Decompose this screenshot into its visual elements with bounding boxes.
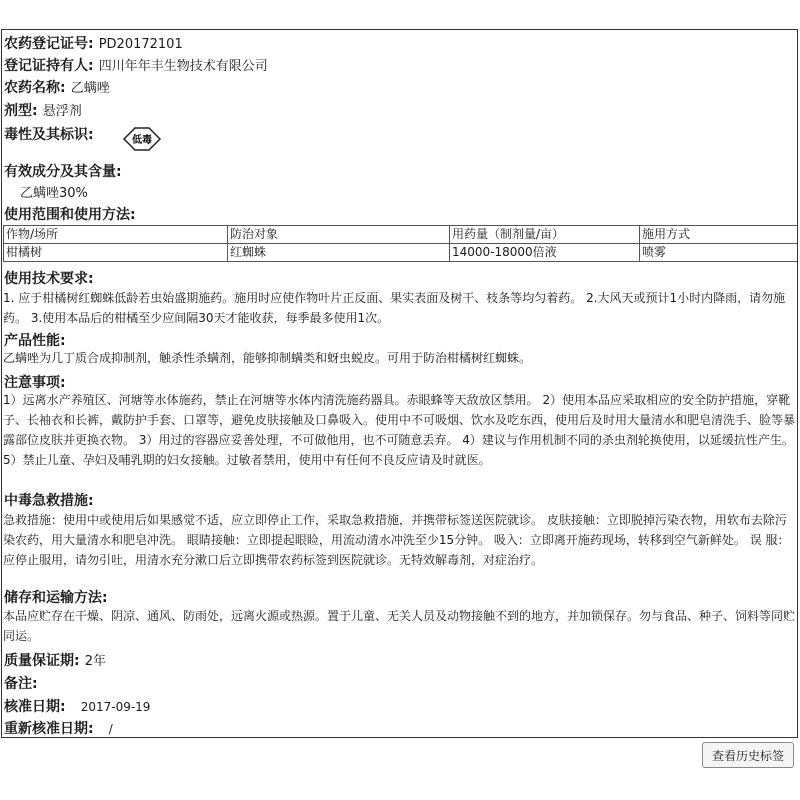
usage-header-dosage: 用药量（制剂量/亩） — [450, 226, 640, 244]
reg-no-row — [4, 33, 183, 53]
warranty-value: 2年 — [84, 654, 106, 669]
approval-date-label: 核准日期: — [4, 699, 66, 715]
toxicity-badge — [122, 126, 162, 152]
approval-date-value: 2017-09-19 — [80, 700, 151, 714]
ingredient-value-row — [20, 182, 88, 201]
reg-no-label: 农药登记证号: — [4, 36, 94, 52]
holder-label: 登记证持有人: — [4, 58, 94, 74]
remarks-row — [4, 673, 38, 693]
remarks-label: 备注: — [4, 676, 38, 692]
performance-label: 产品性能: — [4, 333, 66, 349]
reapproval-date-row — [4, 718, 113, 738]
ingredient-row — [4, 161, 122, 181]
usage-table — [3, 225, 798, 262]
reg-no-value: PD20172101 — [98, 37, 183, 52]
performance-heading-row — [4, 330, 66, 350]
warranty-row — [4, 650, 106, 670]
reapproval-date-value: / — [108, 722, 113, 736]
usage-cell-crop: 柑橘树 — [4, 244, 228, 262]
holder-value: 四川年年丰生物技术有限公司 — [98, 59, 268, 74]
form-row — [4, 100, 82, 120]
label-panel — [1, 29, 798, 738]
usage-header-row — [4, 226, 799, 244]
toxicity-label: 毒性及其标识: — [4, 127, 94, 143]
tech-heading-row — [4, 268, 94, 288]
cautions-heading-row — [4, 372, 66, 392]
view-history-label-button[interactable]: 查看历史标签 — [702, 742, 794, 768]
name-value: 乙螨唑 — [70, 81, 110, 96]
ingredient-label: 有效成分及其含量: — [4, 164, 122, 180]
storage-heading-row — [4, 587, 108, 607]
usage-header-target: 防治对象 — [228, 226, 450, 244]
usage-cell-dosage: 14000-18000倍液 — [450, 244, 640, 262]
holder-row — [4, 55, 268, 75]
form-value: 悬浮剂 — [42, 104, 82, 119]
usage-cell-method: 喷雾 — [640, 244, 799, 262]
usage-header-method: 施用方式 — [640, 226, 799, 244]
toxicity-badge-text: 低毒 — [132, 135, 152, 146]
tech-text: 1. 应于柑橘树红蜘蛛低龄若虫始盛期施药。施用时应使作物叶片正反面、果实表面及树干、枝条等均匀着药。 2.大风天或预计1小时内降雨，请勿施药。 3.使用本品后的柑橘至少应间隔30天才能收获，每季最多使用1次。 — [3, 291, 786, 325]
toxicity-row — [4, 124, 94, 144]
first-aid-text: 急救措施：使用中或使用后如果感觉不适，应立即停止工作，采取急救措施，并携带标签送医院就诊。 皮肤接触：立即脱掉污染衣物，用软布去除污染农药，用大量清水和肥皂冲洗。 眼睛接触：立即提起眼睑，用流动清水冲洗至少15分钟。 吸入：立即离开施药现场，转移到空气新鲜处。 误 服：应停止服用，请勿引吐，用清水充分漱口后立即携带农药标签到医院就诊。无特效解毒剂，对症治疗。 — [3, 513, 790, 567]
usage-cell-target: 红蜘蛛 — [228, 244, 450, 262]
first-aid-heading-row — [4, 490, 94, 510]
ingredient-value: 乙螨唑30% — [20, 186, 88, 201]
usage-heading-row — [4, 204, 136, 224]
first-aid-label: 中毒急救措施: — [4, 493, 94, 509]
performance-text: 乙螨唑为几丁质合成抑制剂，触杀性杀螨剂，能够抑制螨类和蚜虫蜕皮。可用于防治柑橘树红蜘蛛。 — [3, 351, 532, 365]
name-row — [4, 77, 110, 97]
toxicity-diamond-icon — [122, 126, 162, 152]
approval-date-row — [4, 696, 150, 716]
storage-text: 本品应贮存在干燥、阴凉、通风、防雨处，远离火源或热源。置于儿童、无关人员及动物接触不到的地方，并加锁保存。勿与食品、种子、饲料等同贮同运。 — [3, 609, 796, 643]
cautions-text: 1）远离水产养殖区、河塘等水体施药，禁止在河塘等水体内清洗施药器具。赤眼蜂等天敌放区禁用。 2）使用本品应采取相应的安全防护措施，穿靴子、长袖衣和长裤，戴防护手套、口罩等，避免皮肤接触及口鼻吸入。使用中不可吸烟、饮水及吃东西，使用后及时用大量清水和肥皂清洗手、脸等暴露部位皮肤并更换衣物。 3）用过的容器应妥善处理，不可做他用，也不可随意丢弃。 4）建议与作用机制不同的杀虫剂轮换使用，以延缓抗性产生。 5）禁止儿童、孕妇及哺乳期的妇女接触。过敏者禁用，使用中有任何不良反应请及时就医。 — [3, 393, 796, 467]
name-label: 农药名称: — [4, 80, 66, 96]
usage-label: 使用范围和使用方法: — [4, 207, 136, 223]
reapproval-date-label: 重新核准日期: — [4, 721, 94, 737]
storage-label: 储存和运输方法: — [4, 590, 108, 606]
usage-header-crop: 作物/场所 — [4, 226, 228, 244]
cautions-label: 注意事项: — [4, 375, 66, 391]
tech-label: 使用技术要求: — [4, 271, 94, 287]
table-row — [4, 244, 799, 262]
form-label: 剂型: — [4, 103, 38, 119]
warranty-label: 质量保证期: — [4, 653, 80, 669]
